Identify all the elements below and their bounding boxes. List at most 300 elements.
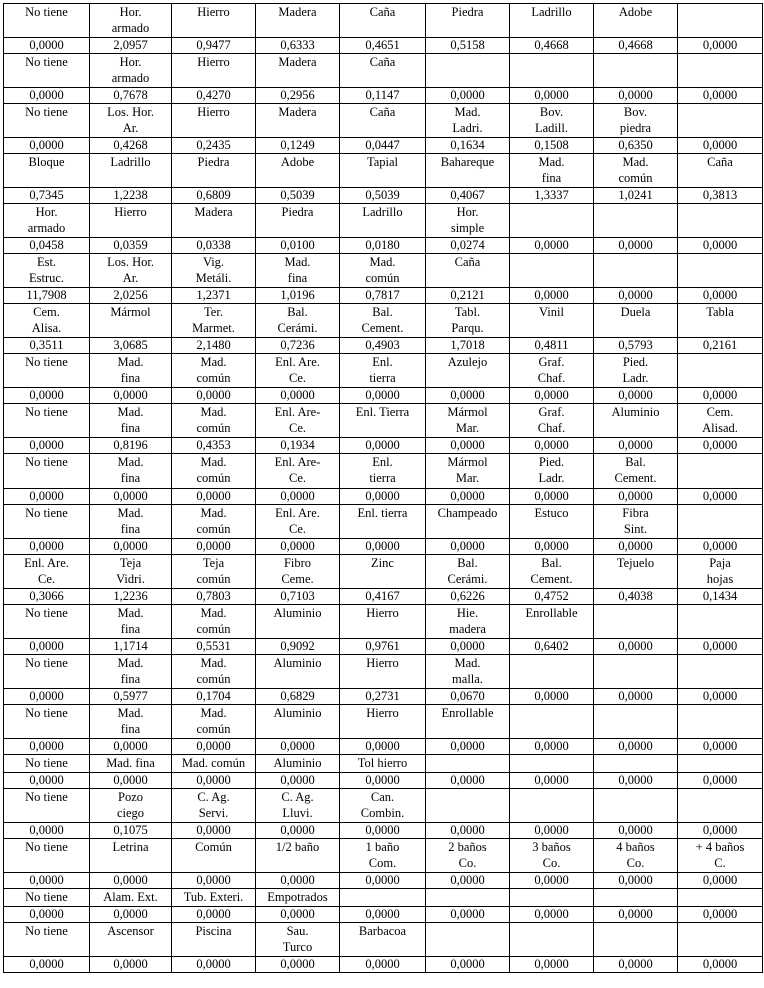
label-row [4, 505, 763, 539]
label-row [4, 555, 763, 589]
label-row [4, 354, 763, 388]
value-row [4, 907, 763, 923]
value-cell: 0,4067 [426, 188, 510, 204]
value-cell: 0,2435 [172, 138, 256, 154]
label-cell: Tejuelo [594, 555, 678, 589]
value-row [4, 438, 763, 454]
value-row [4, 639, 763, 655]
value-cell: 0,0000 [340, 489, 426, 505]
value-cell: 0,4651 [340, 38, 426, 54]
label-cell: Caña [340, 54, 426, 88]
label-cell: Estuco [510, 505, 594, 539]
value-cell: 0,0000 [510, 873, 594, 889]
value-cell: 0,0000 [594, 639, 678, 655]
value-cell: 0,0000 [594, 489, 678, 505]
value-cell: 0,2161 [678, 338, 763, 354]
value-cell: 0,0000 [510, 907, 594, 923]
value-cell: 0,0000 [678, 388, 763, 404]
label-cell [426, 923, 510, 957]
label-cell: 4 baños Co. [594, 839, 678, 873]
label-cell: Mad. malla. [426, 655, 510, 689]
value-cell: 0,0100 [256, 238, 340, 254]
label-cell: Mad. común [594, 154, 678, 188]
value-cell: 0,0000 [426, 907, 510, 923]
label-cell: Est. Estruc. [4, 254, 90, 288]
label-cell: Bal. Cement. [594, 454, 678, 489]
value-cell: 2,0256 [90, 288, 172, 304]
label-cell: Fibro Ceme. [256, 555, 340, 589]
label-cell: Teja Vidri. [90, 555, 172, 589]
label-cell: Mad. común [172, 404, 256, 438]
label-cell: Aluminio [256, 655, 340, 689]
label-cell: Enl. tierra [340, 505, 426, 539]
label-cell [510, 755, 594, 773]
label-cell [594, 923, 678, 957]
value-cell: 0,0000 [90, 907, 172, 923]
value-cell: 0,0000 [256, 773, 340, 789]
value-cell: 0,0000 [172, 957, 256, 973]
value-cell: 0,1434 [678, 589, 763, 605]
label-cell: Pozo ciego [90, 789, 172, 823]
value-cell: 0,6226 [426, 589, 510, 605]
value-cell: 0,1075 [90, 823, 172, 839]
value-cell: 0,0000 [594, 689, 678, 705]
value-row [4, 539, 763, 555]
label-cell [510, 923, 594, 957]
label-cell: No tiene [4, 54, 90, 88]
label-cell: 2 baños Co. [426, 839, 510, 873]
label-cell: No tiene [4, 404, 90, 438]
label-cell: Tol hierro [340, 755, 426, 773]
label-cell: Piedra [426, 4, 510, 38]
label-cell [678, 104, 763, 138]
value-cell: 0,1508 [510, 138, 594, 154]
value-cell: 0,5039 [340, 188, 426, 204]
value-cell: 0,8196 [90, 438, 172, 454]
value-cell: 0,5039 [256, 188, 340, 204]
value-cell: 0,0000 [172, 539, 256, 555]
value-cell: 0,0000 [510, 739, 594, 755]
label-cell: Adobe [594, 4, 678, 38]
value-cell: 0,9092 [256, 639, 340, 655]
value-cell: 0,0000 [340, 739, 426, 755]
label-cell: Enl. Are. Ce. [4, 555, 90, 589]
value-cell: 2,1480 [172, 338, 256, 354]
label-row [4, 889, 763, 907]
label-cell [426, 789, 510, 823]
value-cell: 0,0000 [172, 907, 256, 923]
value-cell: 0,6809 [172, 188, 256, 204]
label-row [4, 4, 763, 38]
label-cell: Madera [256, 54, 340, 88]
label-cell: Aluminio [256, 605, 340, 639]
label-cell: Mad. común [172, 655, 256, 689]
label-cell: Cem. Alisa. [4, 304, 90, 338]
value-cell: 0,0000 [90, 388, 172, 404]
value-row [4, 739, 763, 755]
label-cell: Duela [594, 304, 678, 338]
value-cell: 0,0000 [510, 388, 594, 404]
label-cell [510, 655, 594, 689]
label-cell [594, 889, 678, 907]
value-row [4, 489, 763, 505]
label-row [4, 789, 763, 823]
label-cell [594, 789, 678, 823]
label-cell: Enl. Are- Ce. [256, 404, 340, 438]
label-cell [678, 505, 763, 539]
value-cell: 0,1147 [340, 88, 426, 104]
label-cell: Vinil [510, 304, 594, 338]
label-cell: Hor. armado [90, 54, 172, 88]
label-cell: Hierro [172, 54, 256, 88]
label-cell: C. Ag. Lluvi. [256, 789, 340, 823]
value-cell: 0,0000 [678, 489, 763, 505]
label-cell [594, 655, 678, 689]
value-cell: 0,0000 [510, 773, 594, 789]
label-cell [678, 655, 763, 689]
value-cell: 0,7345 [4, 188, 90, 204]
value-cell: 0,0000 [172, 823, 256, 839]
label-cell: Pied. Ladr. [510, 454, 594, 489]
label-cell: Tabla [678, 304, 763, 338]
label-cell: Mad. fina [90, 705, 172, 739]
label-cell: Aluminio [256, 755, 340, 773]
value-row [4, 338, 763, 354]
value-row [4, 188, 763, 204]
label-cell [594, 705, 678, 739]
label-row [4, 923, 763, 957]
value-cell: 0,0000 [256, 873, 340, 889]
label-cell: Mármol Mar. [426, 454, 510, 489]
value-cell: 0,0000 [426, 438, 510, 454]
label-cell: No tiene [4, 755, 90, 773]
value-cell: 0,0000 [4, 388, 90, 404]
label-cell [510, 889, 594, 907]
value-row [4, 957, 763, 973]
value-cell: 0,2956 [256, 88, 340, 104]
label-cell: Madera [172, 204, 256, 238]
value-cell: 0,0274 [426, 238, 510, 254]
label-cell: Tapial [340, 154, 426, 188]
value-cell: 0,0000 [90, 957, 172, 973]
label-cell [510, 204, 594, 238]
value-cell: 0,0000 [256, 489, 340, 505]
value-cell: 0,0359 [90, 238, 172, 254]
value-cell: 0,1634 [426, 138, 510, 154]
label-cell: Ascensor [90, 923, 172, 957]
label-cell: Hierro [340, 705, 426, 739]
value-cell: 0,0000 [4, 773, 90, 789]
value-cell: 0,0000 [256, 539, 340, 555]
value-cell: 0,3066 [4, 589, 90, 605]
label-cell: Pied. Ladr. [594, 354, 678, 388]
label-cell: Graf. Chaf. [510, 404, 594, 438]
value-cell: 0,0000 [678, 288, 763, 304]
label-cell: Paja hojas [678, 555, 763, 589]
value-cell: 0,0000 [678, 907, 763, 923]
label-cell: No tiene [4, 505, 90, 539]
value-cell: 0,0000 [90, 539, 172, 555]
label-cell: Azulejo [426, 354, 510, 388]
value-cell: 0,0000 [510, 288, 594, 304]
value-cell: 0,0000 [90, 489, 172, 505]
value-cell: 0,0000 [426, 639, 510, 655]
label-cell: Caña [340, 4, 426, 38]
value-cell: 0,0000 [510, 539, 594, 555]
label-cell: Piscina [172, 923, 256, 957]
label-cell: Mad. común [172, 505, 256, 539]
label-cell [594, 605, 678, 639]
value-cell: 0,2121 [426, 288, 510, 304]
value-cell: 0,0000 [4, 739, 90, 755]
label-cell: Enl. Tierra [340, 404, 426, 438]
value-cell: 0,0000 [256, 823, 340, 839]
value-cell: 1,2238 [90, 188, 172, 204]
label-cell: Vig. Metáli. [172, 254, 256, 288]
value-cell: 0,0000 [172, 489, 256, 505]
value-cell: 0,0000 [594, 907, 678, 923]
value-cell: 0,0000 [426, 957, 510, 973]
label-cell: Madera [256, 104, 340, 138]
value-cell: 0,0000 [426, 88, 510, 104]
value-cell: 0,0000 [594, 238, 678, 254]
label-cell [594, 755, 678, 773]
label-row [4, 605, 763, 639]
value-cell: 0,4268 [90, 138, 172, 154]
value-cell: 0,3511 [4, 338, 90, 354]
label-row [4, 304, 763, 338]
value-cell: 0,0000 [4, 907, 90, 923]
value-cell: 0,0000 [678, 138, 763, 154]
value-cell: 0,0670 [426, 689, 510, 705]
value-cell: 0,4167 [340, 589, 426, 605]
label-cell: Mad. fina [256, 254, 340, 288]
label-cell [594, 204, 678, 238]
label-cell: Bal. Cement. [340, 304, 426, 338]
value-row [4, 589, 763, 605]
value-cell: 0,7103 [256, 589, 340, 605]
value-cell: 0,0447 [340, 138, 426, 154]
label-cell: Fibra Sint. [594, 505, 678, 539]
label-cell: Can. Combin. [340, 789, 426, 823]
label-cell: Bov. Ladill. [510, 104, 594, 138]
label-row [4, 154, 763, 188]
value-cell: 0,0000 [594, 773, 678, 789]
label-cell: Ladrillo [510, 4, 594, 38]
label-cell [678, 705, 763, 739]
value-cell: 0,4353 [172, 438, 256, 454]
label-cell: No tiene [4, 789, 90, 823]
label-cell: Empotrados [256, 889, 340, 907]
value-cell: 1,2236 [90, 589, 172, 605]
value-cell: 0,0000 [4, 873, 90, 889]
value-cell: 0,0000 [172, 773, 256, 789]
label-row [4, 454, 763, 489]
value-cell: 0,0000 [510, 438, 594, 454]
value-cell: 0,0000 [4, 38, 90, 54]
value-cell: 0,0000 [678, 823, 763, 839]
label-cell [678, 454, 763, 489]
label-cell: Aluminio [256, 705, 340, 739]
label-row [4, 104, 763, 138]
value-cell: 0,0000 [678, 873, 763, 889]
label-cell [678, 605, 763, 639]
label-cell [426, 755, 510, 773]
value-cell: 0,0000 [4, 823, 90, 839]
label-cell: Mad. fina [90, 354, 172, 388]
label-cell: Mad. fina [90, 605, 172, 639]
label-cell [678, 204, 763, 238]
label-row [4, 755, 763, 773]
label-cell [510, 54, 594, 88]
value-cell: 0,0000 [678, 773, 763, 789]
label-cell [678, 755, 763, 773]
label-cell: No tiene [4, 889, 90, 907]
value-cell: 0,0000 [4, 689, 90, 705]
label-cell: Caña [426, 254, 510, 288]
value-cell: 0,0000 [4, 639, 90, 655]
value-cell: 0,0000 [90, 873, 172, 889]
label-cell: Ladrillo [90, 154, 172, 188]
value-row [4, 689, 763, 705]
value-cell: 0,6402 [510, 639, 594, 655]
value-cell: 0,4752 [510, 589, 594, 605]
value-cell: 0,1934 [256, 438, 340, 454]
label-cell: Mad. fina [90, 755, 172, 773]
label-cell: Cem. Alisad. [678, 404, 763, 438]
label-cell [594, 54, 678, 88]
value-cell: 0,5793 [594, 338, 678, 354]
value-cell: 0,0000 [678, 739, 763, 755]
value-cell: 0,0000 [172, 388, 256, 404]
label-cell: Mad. Ladri. [426, 104, 510, 138]
value-cell: 0,0000 [340, 388, 426, 404]
value-cell: 0,0180 [340, 238, 426, 254]
label-cell: Bov. piedra [594, 104, 678, 138]
value-row [4, 873, 763, 889]
value-cell: 0,0000 [4, 438, 90, 454]
value-cell: 0,0000 [426, 823, 510, 839]
label-cell: Mad. común [340, 254, 426, 288]
value-row [4, 238, 763, 254]
value-cell: 0,0000 [90, 739, 172, 755]
label-cell: Común [172, 839, 256, 873]
value-cell: 0,5158 [426, 38, 510, 54]
label-cell: Hor. armado [90, 4, 172, 38]
label-cell: Bloque [4, 154, 90, 188]
value-cell: 0,0000 [510, 238, 594, 254]
label-cell [510, 254, 594, 288]
value-cell: 0,0000 [340, 438, 426, 454]
label-cell: Enl. Are. Ce. [256, 505, 340, 539]
label-cell [678, 789, 763, 823]
value-cell: 1,1714 [90, 639, 172, 655]
value-cell: 0,0000 [426, 873, 510, 889]
value-cell: 0,0000 [594, 288, 678, 304]
label-cell [678, 254, 763, 288]
value-cell: 0,4270 [172, 88, 256, 104]
label-cell: Hor. armado [4, 204, 90, 238]
label-row [4, 839, 763, 873]
label-cell: Bal. Cerámi. [256, 304, 340, 338]
value-cell: 0,0000 [426, 773, 510, 789]
label-cell: Los. Hor. Ar. [90, 104, 172, 138]
label-cell: Aluminio [594, 404, 678, 438]
value-cell: 0,2731 [340, 689, 426, 705]
value-row [4, 388, 763, 404]
label-cell: No tiene [4, 923, 90, 957]
label-cell: Tabl. Parqu. [426, 304, 510, 338]
label-cell: Madera [256, 4, 340, 38]
label-row [4, 404, 763, 438]
label-cell: Bal. Cement. [510, 555, 594, 589]
label-cell: Champeado [426, 505, 510, 539]
value-cell: 0,7803 [172, 589, 256, 605]
label-cell: Sau. Turco [256, 923, 340, 957]
label-cell: Letrina [90, 839, 172, 873]
label-cell: Ter. Marmet. [172, 304, 256, 338]
value-cell: 0,0000 [678, 539, 763, 555]
value-cell: 0,0000 [426, 388, 510, 404]
label-cell: 1/2 baño [256, 839, 340, 873]
value-cell: 0,4903 [340, 338, 426, 354]
label-cell: Caña [340, 104, 426, 138]
label-cell: Tub. Exteri. [172, 889, 256, 907]
label-cell: Piedra [256, 204, 340, 238]
label-cell: 3 baños Co. [510, 839, 594, 873]
label-cell: No tiene [4, 605, 90, 639]
value-cell: 0,0000 [594, 388, 678, 404]
value-cell: 0,9477 [172, 38, 256, 54]
label-cell [678, 923, 763, 957]
value-cell: 0,0000 [340, 773, 426, 789]
value-cell: 0,0000 [594, 739, 678, 755]
label-cell: Bahareque [426, 154, 510, 188]
label-cell [426, 54, 510, 88]
label-cell [426, 889, 510, 907]
label-cell: Barbacoa [340, 923, 426, 957]
label-cell [594, 254, 678, 288]
value-cell: 0,0000 [256, 739, 340, 755]
value-cell: 0,0000 [172, 873, 256, 889]
value-cell: 1,0196 [256, 288, 340, 304]
label-cell: Mad. fina [510, 154, 594, 188]
value-cell: 0,0000 [594, 957, 678, 973]
value-cell: 0,0000 [340, 957, 426, 973]
label-cell: Mad. fina [90, 505, 172, 539]
value-cell: 0,0000 [510, 823, 594, 839]
value-cell: 0,9761 [340, 639, 426, 655]
value-cell: 1,7018 [426, 338, 510, 354]
label-row [4, 254, 763, 288]
value-cell: 0,0000 [172, 739, 256, 755]
value-cell: 0,0000 [426, 539, 510, 555]
value-cell: 0,0000 [510, 957, 594, 973]
value-cell: 0,0000 [594, 539, 678, 555]
label-cell: Hor. simple [426, 204, 510, 238]
value-cell: 1,3337 [510, 188, 594, 204]
label-cell: Ladrillo [340, 204, 426, 238]
label-cell: No tiene [4, 104, 90, 138]
label-cell: Hierro [340, 655, 426, 689]
value-cell: 0,0000 [510, 689, 594, 705]
label-cell [510, 705, 594, 739]
value-cell: 0,0338 [172, 238, 256, 254]
label-cell: Hierro [172, 104, 256, 138]
label-cell [678, 54, 763, 88]
label-cell: Teja común [172, 555, 256, 589]
value-cell: 0,0000 [510, 88, 594, 104]
